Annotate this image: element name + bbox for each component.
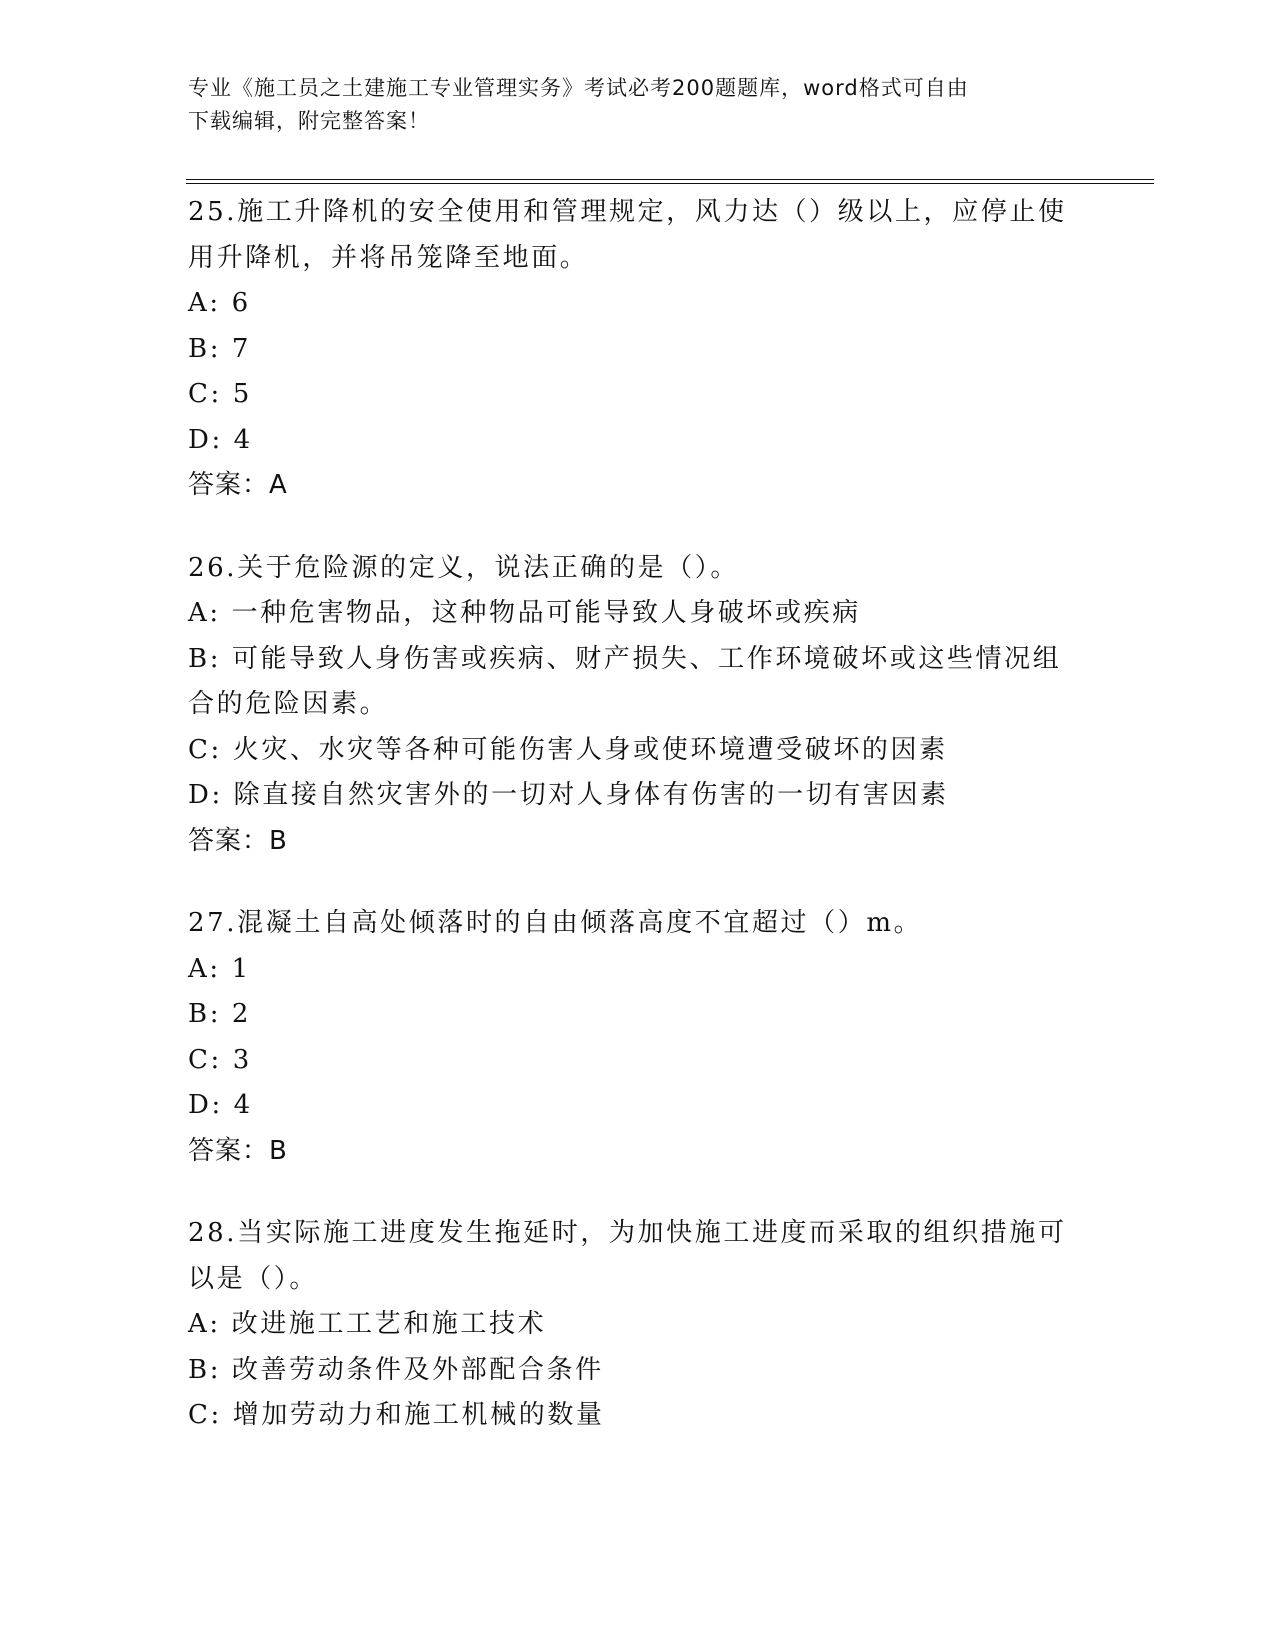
question-stem-continued: 以是（）。	[188, 1263, 319, 1294]
question-stem-continued: 用升降机，并将吊笼降至地面。	[188, 242, 589, 273]
option-a: A: 改进施工工艺和施工技术	[188, 1309, 547, 1339]
header-rule-top	[186, 179, 1154, 180]
option-a: A: 6	[188, 288, 251, 318]
option-c: C: 增加劳动力和施工机械的数量	[188, 1400, 605, 1430]
question-25	[188, 190, 1088, 509]
answer: 答案：B	[188, 825, 288, 856]
question-stem: 26.关于危险源的定义，说法正确的是（）。	[188, 552, 739, 583]
question-28	[188, 1211, 1088, 1439]
option-a: A: 1	[188, 953, 251, 984]
option-c: C: 3	[188, 1044, 252, 1075]
option-b: B: 2	[188, 999, 252, 1029]
question-27	[188, 901, 1088, 1174]
question-stem: 25.施工升降机的安全使用和管理规定，风力达（）级以上，应停止使	[188, 197, 1067, 227]
document-header	[188, 72, 1088, 138]
answer: 答案：A	[188, 470, 288, 500]
option-c: C: 5	[188, 379, 252, 409]
answer: 答案：B	[188, 1135, 288, 1166]
option-b: B: 7	[188, 333, 252, 364]
header-line-1: 专业《施工员之土建施工专业管理实务》考试必考200题题库，word格式可自由	[188, 76, 969, 100]
option-d: D: 4	[188, 424, 253, 455]
option-b: B: 可能导致人身伤害或疾病、财产损失、工作环境破坏或这些情况组	[188, 643, 1062, 674]
option-a: A: 一种危害物品，这种物品可能导致人身破坏或疾病	[188, 598, 861, 628]
question-26	[188, 546, 1088, 865]
option-d: D: 除直接自然灾害外的一切对人身体有伤害的一切有害因素	[188, 780, 949, 810]
option-d: D: 4	[188, 1090, 253, 1120]
header-rule-bottom	[186, 183, 1154, 184]
header-line-2: 下载编辑，附完整答案！	[188, 109, 430, 133]
question-stem: 27.混凝土自高处倾落时的自由倾落高度不宜超过（）m。	[188, 908, 923, 938]
question-list	[188, 190, 1088, 1476]
option-c: C: 火灾、水灾等各种可能伤害人身或使环境遭受破坏的因素	[188, 734, 948, 765]
option-b: B: 改善劳动条件及外部配合条件	[188, 1354, 604, 1385]
question-stem: 28.当实际施工进度发生拖延时，为加快施工进度而采取的组织措施可	[188, 1218, 1067, 1248]
option-b-continued: 合的危险因素。	[188, 689, 389, 719]
